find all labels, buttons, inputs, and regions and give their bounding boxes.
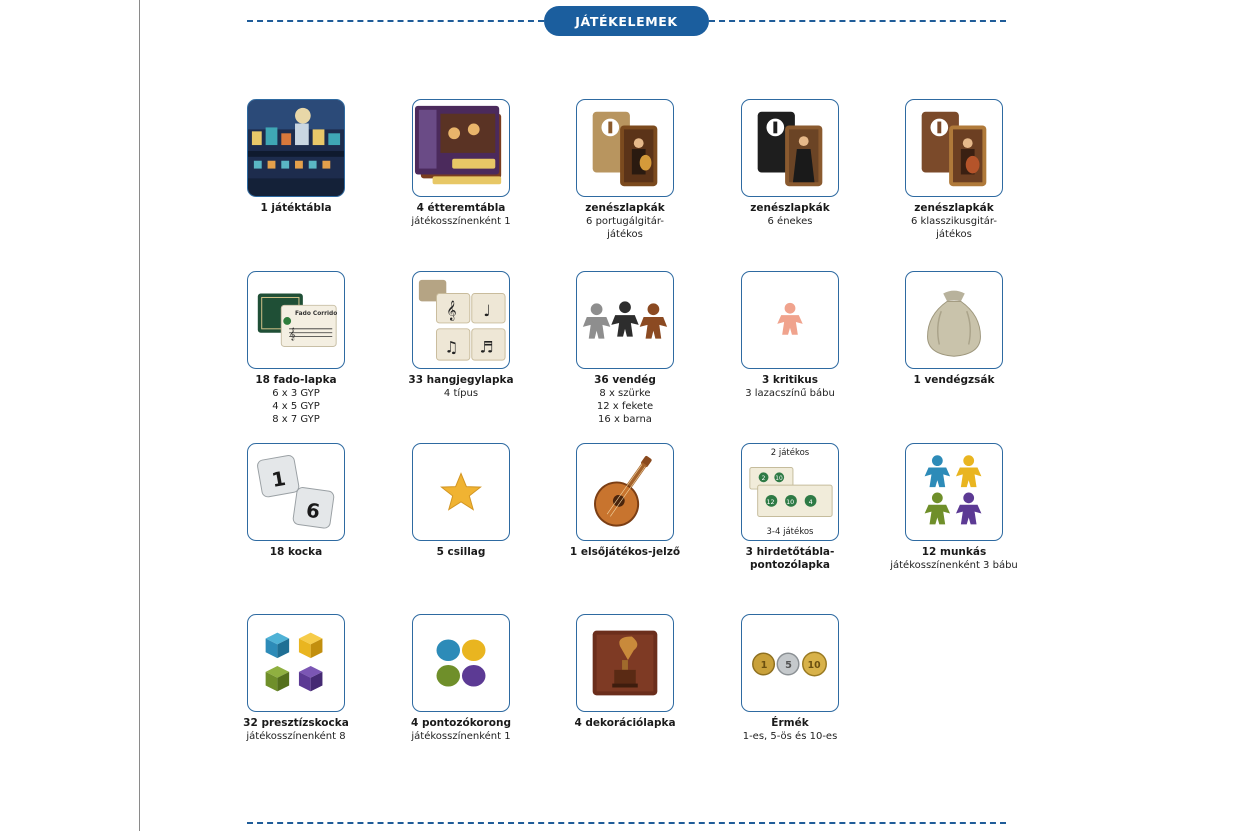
component-detail: 3 lazacszínű bábu (745, 388, 835, 399)
component-first-player-marker (543, 443, 707, 559)
game-board-icon (247, 99, 345, 197)
singer-icon (741, 99, 839, 197)
component-label: zenészlapkák (914, 202, 994, 214)
component-detail: 4 x 5 GYP (272, 401, 320, 412)
billboard-num: 10 (786, 498, 795, 506)
coins-icon (741, 614, 839, 712)
component-detail: 16 x barna (598, 414, 652, 425)
component-detail: játékosszínenként 1 (411, 216, 511, 227)
component-detail: 12 x fekete (596, 401, 654, 412)
billboard-note-bottom: 3-4 játékos (766, 527, 814, 537)
svg-text:♬: ♬ (479, 337, 494, 357)
critic-meeple-icon (741, 271, 839, 369)
component-detail: játékosszínenként 1 (411, 731, 511, 742)
component-label: 3 hirdetőtábla- (745, 546, 835, 558)
component-music-note-tiles (379, 271, 543, 400)
component-portuguese-guitarists (543, 99, 707, 241)
star-icon (412, 443, 510, 541)
left-margin-rule (139, 0, 140, 831)
prestige-cube-icon (247, 614, 345, 712)
component-critics (708, 271, 872, 400)
component-dice (214, 443, 378, 559)
component-guest-bag (872, 271, 1036, 387)
component-detail: 8 x 7 GYP (272, 414, 320, 425)
fado-tile-icon (247, 271, 345, 369)
component-detail: 6 énekes (767, 216, 813, 227)
component-label: 5 csillag (436, 546, 486, 558)
component-label: 33 hangjegylapka (408, 374, 514, 386)
music-note-tile-icon (412, 271, 510, 369)
classical-guitarist-icon (905, 99, 1003, 197)
restaurant-board-icon (412, 99, 510, 197)
header-dashed-line-left (247, 20, 544, 22)
component-classical-guitarists (872, 99, 1036, 241)
component-detail: 6 portugálgitár- (586, 216, 664, 227)
component-detail: 1-es, 5-ös és 10-es (742, 731, 838, 742)
dice-icon (247, 443, 345, 541)
section-title: JÁTÉKELEMEK (544, 6, 709, 36)
component-guests (543, 271, 707, 426)
component-score-discs (379, 614, 543, 743)
component-label: 4 dekorációlapka (574, 717, 676, 729)
svg-text:♩: ♩ (483, 301, 491, 321)
score-disc-icon (412, 614, 510, 712)
decoration-tile-icon (576, 614, 674, 712)
svg-text:𝄞: 𝄞 (446, 301, 457, 322)
component-label: 4 pontozókorong (410, 717, 512, 729)
component-label: zenészlapkák (585, 202, 665, 214)
component-label: 32 presztízskocka (243, 717, 349, 729)
header-dashed-line-right (709, 20, 1006, 22)
component-detail: játékosszínenként 8 (246, 731, 346, 742)
component-label: 18 fado-lapka (255, 374, 337, 386)
component-detail: 4 típus (443, 388, 479, 399)
billboard-note-top: 2 játékos (770, 448, 810, 458)
component-label: 36 vendég (594, 374, 656, 386)
component-label: 18 kocka (269, 546, 323, 558)
component-label: zenészlapkák (750, 202, 830, 214)
component-label: 3 kritikus (761, 374, 819, 386)
component-game-board (214, 99, 378, 215)
component-restaurant-boards (379, 99, 543, 228)
component-detail: játékos (607, 229, 643, 240)
footer-dashed-line (247, 822, 1006, 824)
die-face: 1 (270, 466, 288, 492)
component-label: 1 vendégzsák (913, 374, 995, 386)
billboard-num: 4 (808, 498, 813, 506)
component-workers (872, 443, 1036, 572)
component-billboard-score-tiles (708, 443, 872, 572)
component-label-continued: pontozólapka (749, 559, 831, 571)
component-fado-tiles (214, 271, 378, 426)
component-decoration-tiles (543, 614, 707, 730)
component-detail: játékosszínenként 3 bábu (890, 560, 1018, 571)
guest-bag-icon (905, 271, 1003, 369)
fado-card-title: Fado Corrido (295, 311, 338, 318)
component-detail: 6 x 3 GYP (272, 388, 320, 399)
portuguese-guitarist-icon (576, 99, 674, 197)
coin-value: 5 (785, 659, 792, 671)
billboard-score-tile-icon (741, 443, 839, 541)
component-coins (708, 614, 872, 743)
component-detail: 6 klasszikusgitár- (911, 216, 997, 227)
component-stars (379, 443, 543, 559)
worker-meeple-icon (905, 443, 1003, 541)
die-face: 6 (304, 498, 322, 524)
first-player-marker-icon (576, 443, 674, 541)
component-label: 1 elsőjátékos-jelző (569, 546, 681, 558)
component-label: Érmék (771, 717, 809, 729)
billboard-num: 2 (761, 475, 766, 482)
component-detail: játékos (936, 229, 972, 240)
svg-text:♫: ♫ (444, 337, 459, 357)
component-label: 12 munkás (921, 546, 987, 558)
component-detail: 8 x szürke (599, 388, 651, 399)
component-label: 1 játéktábla (260, 202, 332, 214)
billboard-num: 12 (766, 498, 775, 506)
component-prestige-cubes (214, 614, 378, 743)
component-singers (708, 99, 872, 228)
guest-meeple-icon (576, 271, 674, 369)
billboard-num: 10 (775, 475, 783, 482)
component-label: 4 étteremtábla (416, 202, 506, 214)
svg-text:𝄞: 𝄞 (289, 327, 296, 341)
coin-value: 1 (760, 659, 768, 671)
coin-value: 10 (807, 659, 821, 671)
